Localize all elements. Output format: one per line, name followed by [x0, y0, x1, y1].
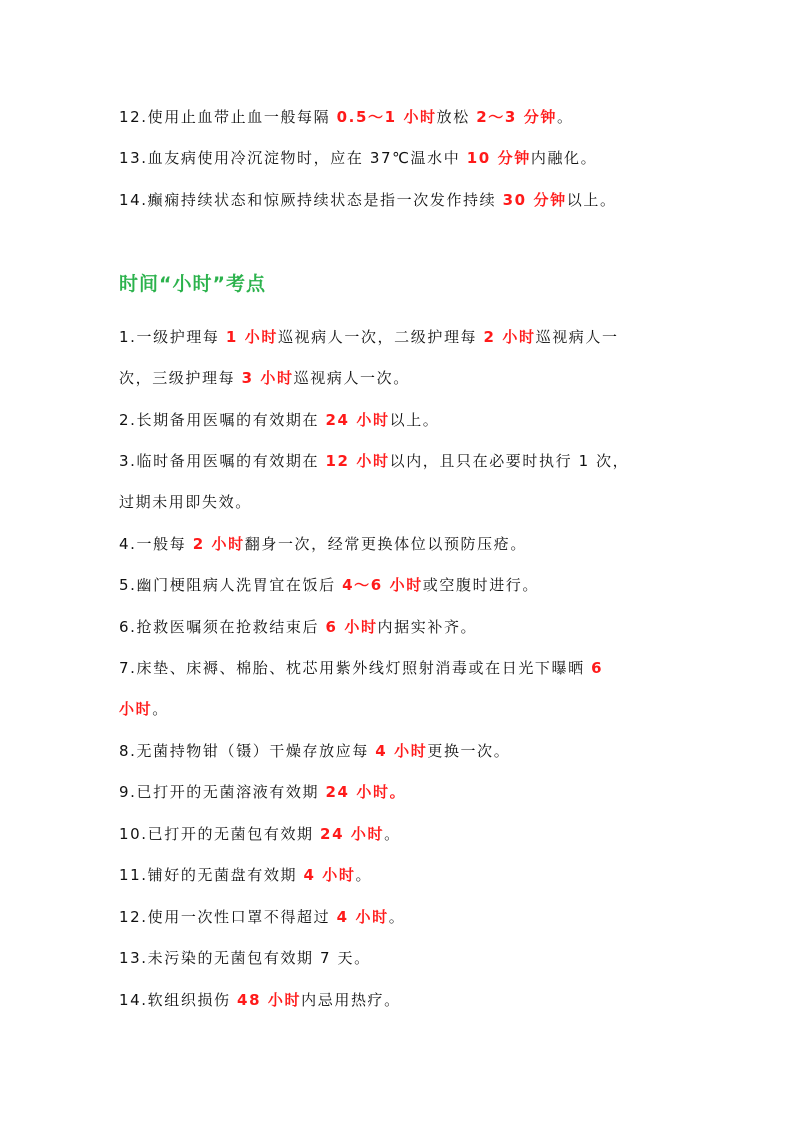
line-text: 。 [152, 700, 169, 718]
highlighted-time: 6 小时 [325, 618, 378, 636]
section-heading: 时间“小时”考点 [119, 273, 266, 295]
highlighted-time: 2 小时 [483, 328, 536, 346]
line-text: 次，三级护理每 [119, 369, 242, 387]
highlighted-time: 10 分钟 [466, 149, 531, 167]
highlighted-time: 2 小时 [192, 535, 245, 553]
highlighted-time: 4～6 小时 [342, 576, 423, 594]
section-line-12 [119, 781, 406, 803]
line-text: 。 [388, 908, 406, 926]
line-text: 2.长期备用医嘱的有效期在 [119, 411, 326, 429]
line-text: 4.一般每 [119, 535, 193, 553]
line-text: 8.无菌持物钳（镊）干燥存放应每 [119, 742, 376, 760]
section-line-13 [119, 823, 401, 845]
section-line-6 [119, 533, 527, 555]
line-text: 以上。 [566, 191, 617, 209]
line-text: 12.使用止血带止血一般每隔 [119, 108, 337, 126]
highlighted-time: 1 小时 [225, 328, 278, 346]
line-text: 1.一级护理每 [119, 328, 226, 346]
highlighted-time: 6 [591, 659, 604, 677]
line-text: 12.使用一次性口罩不得超过 [119, 908, 337, 926]
section-line-3 [119, 409, 439, 431]
highlighted-time: 0.5～1 小时 [336, 108, 437, 126]
section-line-2 [119, 367, 410, 389]
section-line-4 [119, 450, 629, 472]
line-text: 14.软组织损伤 [119, 991, 238, 1009]
prev-line-2 [119, 147, 597, 169]
line-text: 以内，且只在必要时执行 1 次， [389, 452, 630, 470]
highlighted-time: 12 小时 [325, 452, 390, 470]
section-line-9 [119, 657, 603, 679]
highlighted-time: 3 小时 [241, 369, 294, 387]
line-text: 巡视病人一 [535, 328, 619, 346]
line-text: 3.临时备用医嘱的有效期在 [119, 452, 326, 470]
line-text: 翻身一次，经常更换体位以预防压疮。 [244, 535, 527, 553]
line-text: 更换一次。 [427, 742, 511, 760]
prev-line-3 [119, 189, 617, 211]
section-line-8 [119, 616, 477, 638]
line-text: 内忌用热疗。 [301, 991, 401, 1009]
line-text: 13.血友病使用冷沉淀物时，应在 37℃温水中 [119, 149, 467, 167]
line-text: 巡视病人一次。 [293, 369, 410, 387]
line-text: 以上。 [389, 411, 440, 429]
line-text: 。 [384, 825, 401, 843]
section-line-1 [119, 326, 619, 348]
section-line-14 [119, 864, 372, 886]
line-text: 14.癫痫持续状态和惊厥持续状态是指一次发作持续 [119, 191, 503, 209]
line-text: 。 [556, 108, 574, 126]
section-line-5 [119, 491, 252, 513]
line-text: 5.幽门梗阻病人洗胃宜在饭后 [119, 576, 343, 594]
highlighted-time: 30 分钟 [502, 191, 567, 209]
highlighted-time: 48 小时 [237, 991, 302, 1009]
line-text: 7.床垫、床褥、棉胎、枕芯用紫外线灯照射消毒或在日光下曝晒 [119, 659, 592, 677]
line-text: 13.未污染的无菌包有效期 7 天。 [119, 949, 371, 967]
line-text: 或空腹时进行。 [422, 576, 539, 594]
line-text: 9.已打开的无菌溶液有效期 [119, 783, 326, 801]
highlighted-time: 4 小时 [375, 742, 428, 760]
highlighted-time: 小时 [119, 700, 153, 718]
section-line-7 [119, 574, 539, 596]
highlighted-time: 24 小时 [325, 411, 390, 429]
line-text: 内据实补齐。 [377, 618, 478, 636]
highlighted-time: 24 小时 [320, 825, 385, 843]
line-text: 11.铺好的无菌盘有效期 [119, 866, 304, 884]
line-text: 10.已打开的无菌包有效期 [119, 825, 321, 843]
line-text: 内融化。 [530, 149, 598, 167]
section-line-10 [119, 698, 169, 720]
line-text: 巡视病人一次，二级护理每 [277, 328, 484, 346]
line-text: 。 [355, 866, 373, 884]
line-text: 过期未用即失效。 [119, 493, 252, 511]
section-line-15 [119, 906, 405, 928]
section-line-17 [119, 989, 401, 1011]
highlighted-time: 4 小时 [336, 908, 389, 926]
highlighted-time: 4 小时 [303, 866, 356, 884]
line-text: 6.抢救医嘱须在抢救结束后 [119, 618, 326, 636]
line-text: 放松 [436, 108, 477, 126]
prev-line-1 [119, 106, 574, 128]
highlighted-time: 24 小时。 [325, 783, 407, 801]
section-line-16 [119, 947, 371, 969]
section-line-11 [119, 740, 510, 762]
highlighted-time: 2～3 分钟 [476, 108, 557, 126]
